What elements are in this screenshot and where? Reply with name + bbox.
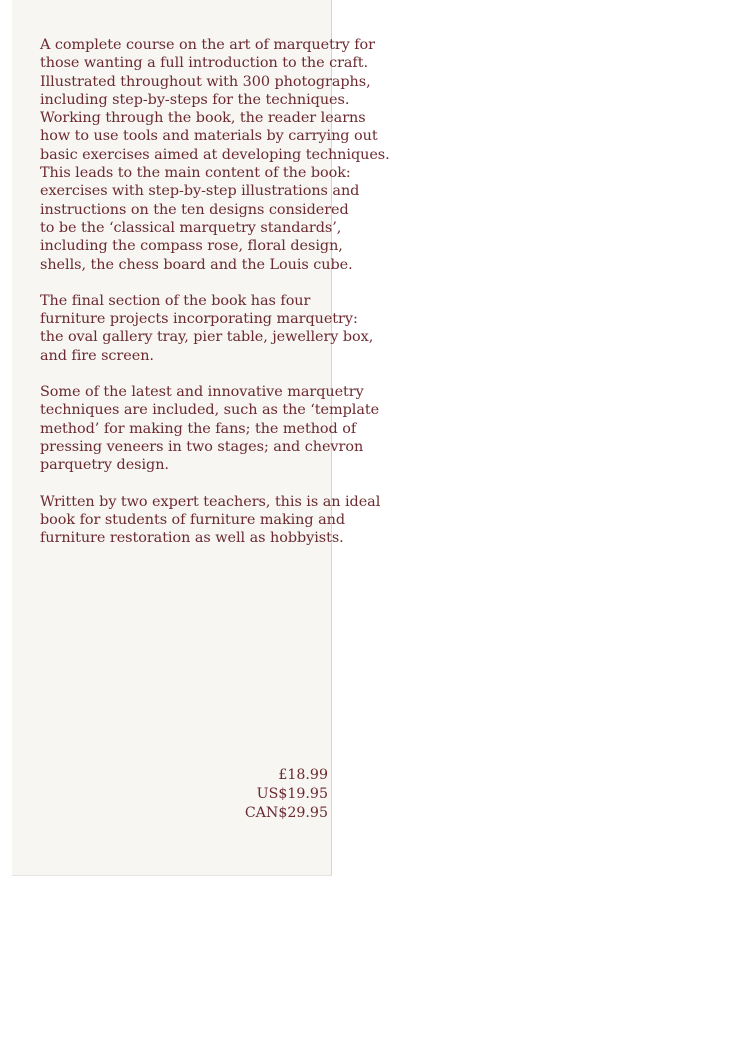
- blurb-line: including step-by-steps for the techniques.: [40, 91, 350, 108]
- blurb-line: and fire screen.: [40, 347, 154, 364]
- blurb-line: techniques are included, such as the ‘template: [40, 402, 380, 419]
- blurb-paragraph-3: [40, 383, 380, 474]
- blurb-line: Illustrated throughout with 300 photographs,: [40, 73, 371, 90]
- blurb-line: to be the ‘classical marquetry standards’,: [40, 219, 342, 236]
- blurb-line: pressing veneers in two stages; and chevron: [40, 438, 364, 455]
- blurb-line: instructions on the ten designs considered: [40, 201, 349, 218]
- blurb-line: shells, the chess board and the Louis cube.: [40, 256, 353, 273]
- blurb-line: The final section of the book has four: [40, 292, 311, 309]
- blurb-line: Some of the latest and innovative marquetry: [40, 384, 364, 401]
- blurb-paragraph-4: [40, 493, 381, 548]
- blurb-line: including the compass rose, floral design,: [40, 238, 343, 255]
- blurb-paragraph-2: [40, 292, 374, 365]
- blurb-line: Working through the book, the reader learns: [40, 110, 366, 127]
- blurb-line: how to use tools and materials by carrying out: [40, 128, 378, 145]
- blurb-line: furniture restoration as well as hobbyists.: [40, 530, 344, 547]
- blurb-line: those wanting a full introduction to the craft.: [40, 55, 368, 72]
- price-gbp: £18.99: [278, 767, 328, 783]
- blurb-line: book for students of furniture making and: [40, 511, 345, 528]
- blurb-line: method’ for making the fans; the method of: [40, 420, 357, 437]
- book-blurb: [40, 36, 390, 565]
- blurb-line: exercises with step-by-step illustrations and: [40, 183, 360, 200]
- blurb-paragraph-1: [40, 36, 390, 274]
- blurb-line: furniture projects incorporating marquetry:: [40, 311, 358, 328]
- blurb-line: A complete course on the art of marquetry for: [40, 37, 376, 53]
- blurb-line: parquetry design.: [40, 457, 169, 474]
- price-usd: US$19.95: [256, 786, 328, 803]
- price-cad: CAN$29.95: [244, 805, 328, 822]
- blurb-line: This leads to the main content of the book:: [40, 165, 351, 182]
- price-list: [245, 766, 328, 824]
- blurb-line: the oval gallery tray, pier table, jewellery box,: [40, 329, 374, 346]
- blurb-line: Written by two expert teachers, this is an ideal: [40, 493, 381, 510]
- blurb-line: basic exercises aimed at developing techniques.: [40, 146, 390, 163]
